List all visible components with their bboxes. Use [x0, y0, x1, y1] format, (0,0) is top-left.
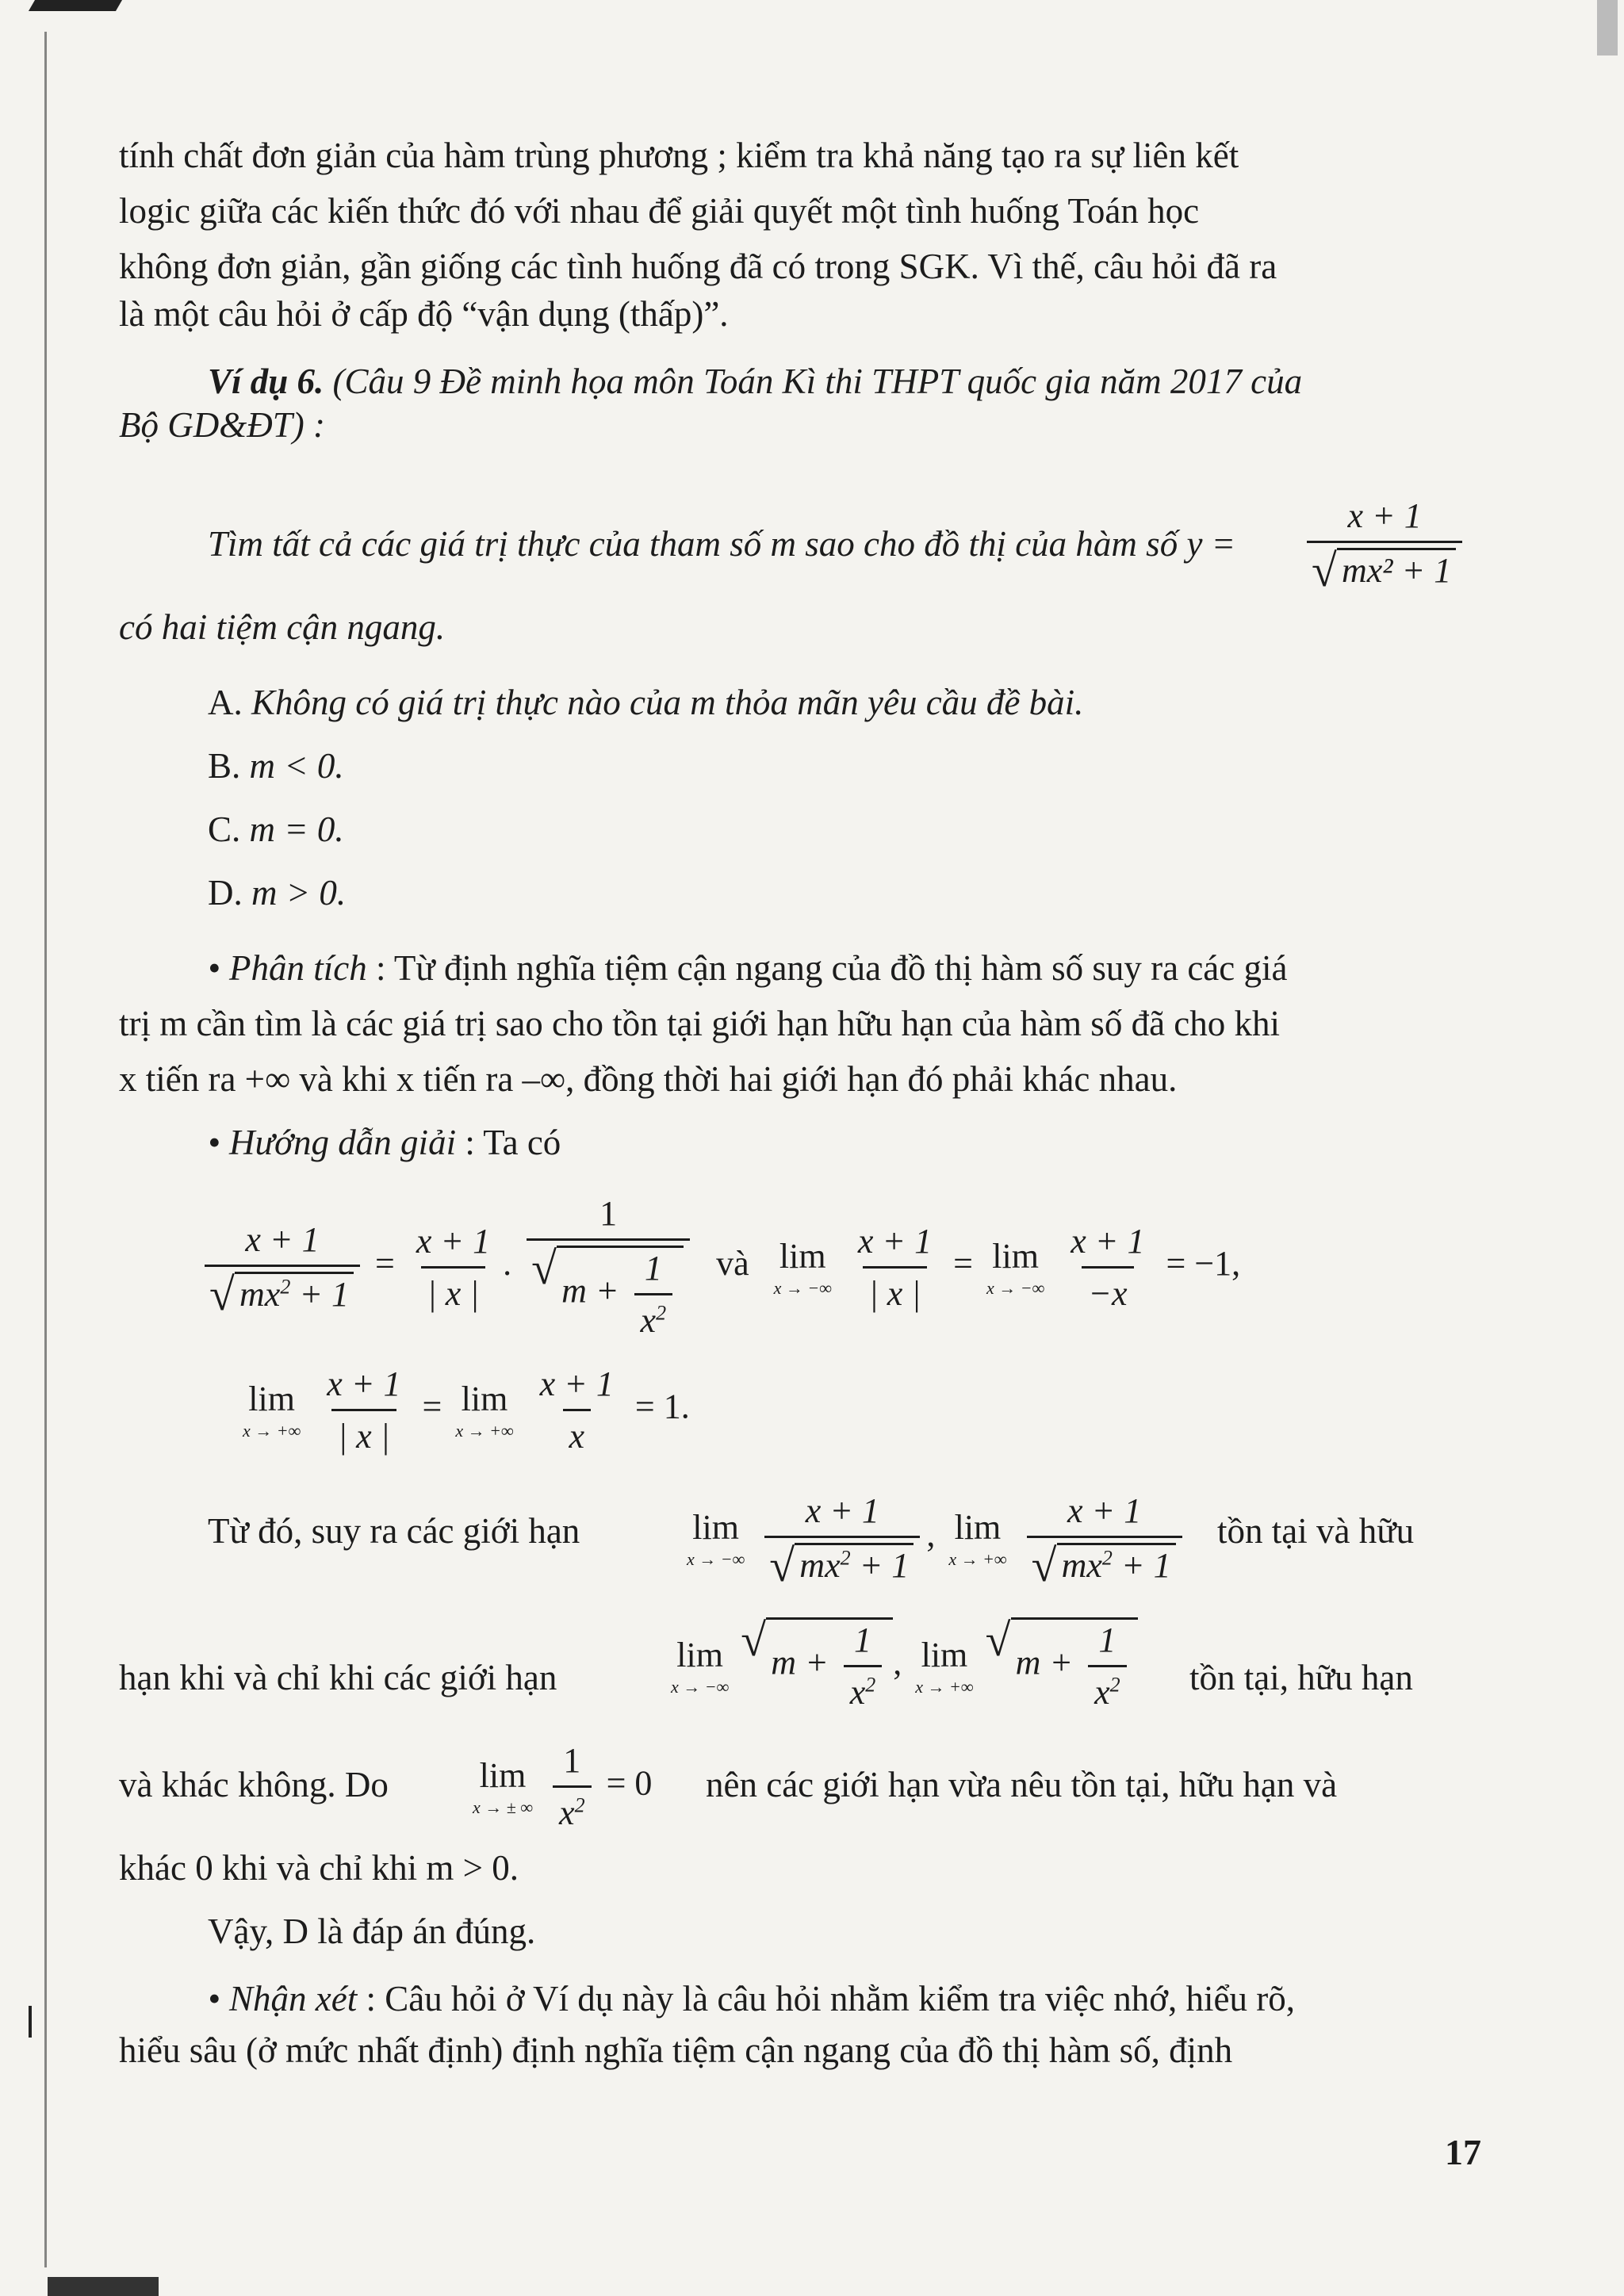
remark-line-1 [208, 1978, 1295, 2019]
analysis-line-2: trị m cần tìm là các giá trị sao cho tồn tại giới hạn hữu hạn của hàm số đã cho khi [119, 1004, 1281, 1043]
example-source-2: Bộ GD&ĐT) : [119, 405, 325, 445]
math-numerator: x + 1 [805, 1491, 879, 1530]
text-exists-2: tồn tại, hữu hạn [1189, 1658, 1413, 1697]
lim-label: lim [954, 1507, 1002, 1547]
lim-label: lim [248, 1380, 295, 1418]
math-numerator: x + 1 [416, 1221, 491, 1261]
option-b [208, 745, 344, 786]
text-from: Từ đó, suy ra các giới hạn [208, 1511, 580, 1551]
scan-shadow-bottom-left [48, 2277, 159, 2296]
option-letter: B. [208, 746, 241, 786]
lim-label: lim [461, 1380, 508, 1418]
math-neg-x: −x [1082, 1266, 1133, 1314]
lim-label: lim [921, 1636, 968, 1674]
math-x: x [563, 1409, 592, 1456]
scan-mark [29, 2006, 32, 2038]
intro-line-1: tính chất đơn giản của hàm trùng phương ; kiểm tra khả năng tạo ra sự liên kết [119, 136, 1239, 175]
text-nen: nên các giới hạn vừa nêu tồn tại, hữu hạn và [706, 1765, 1338, 1804]
conclusion: Vậy, D là đáp án đúng. [208, 1911, 536, 1951]
question-denominator: √ mx² + 1 [1337, 548, 1456, 591]
question-text-2: có hai tiệm cận ngang. [119, 607, 446, 647]
lim-sub: x → −∞ [986, 1277, 1045, 1298]
lim-label: lim [992, 1236, 1039, 1276]
lim-sub: x → +∞ [915, 1677, 974, 1697]
math-numerator: x + 1 [857, 1221, 933, 1261]
guide-label: • Hướng dẫn giải [208, 1123, 457, 1162]
scan-shadow-top-left [29, 0, 122, 11]
text-khac0: khác 0 khi và chỉ khi m > 0. [119, 1848, 519, 1888]
math-numerator: x + 1 [1071, 1221, 1145, 1261]
analysis-label: • Phân tích [208, 948, 367, 988]
lim-label: lim [479, 1756, 527, 1795]
option-letter: D. [208, 873, 243, 913]
formula-line-5: lim x → ± ∞ $\frac{1}{x^2}$ = 0 [473, 1741, 653, 1832]
lim-sub: x → +∞ [948, 1548, 1007, 1569]
lim-sub: x → −∞ [773, 1277, 832, 1298]
math-va: và [716, 1244, 749, 1284]
math-abs-x: | x | [863, 1266, 928, 1314]
option-text: Không có giá trị thực nào của m thỏa mãn yêu cầu đề bài. [251, 683, 1084, 722]
lim-sub: x → −∞ [687, 1548, 745, 1569]
intro-line-2: logic giữa các kiến thức đó với nhau để giải quyết một tình huống Toán học [119, 191, 1200, 231]
lim-sub: x → −∞ [671, 1677, 730, 1697]
option-c [208, 809, 344, 850]
option-letter: C. [208, 809, 241, 849]
option-a [208, 682, 1083, 723]
option-letter: A. [208, 683, 243, 722]
remark-text: : Câu hỏi ở Ví dụ này là câu hỏi nhằm kiểm tra việc nhớ, hiểu rõ, [366, 1979, 1295, 2019]
math-result: = 0 [606, 1763, 653, 1803]
question-numerator: x + 1 [1347, 496, 1422, 535]
math-numerator: x + 1 [1067, 1491, 1142, 1530]
remark-line-2: hiểu sâu (ở mức nhất định) định nghĩa tiệm cận ngang của đồ thị hàm số, định [119, 2030, 1233, 2070]
lim-sub: x → ± ∞ [473, 1797, 534, 1817]
page-binding-edge [44, 32, 47, 2267]
intro-line-4: là một câu hỏi ở cấp độ “vận dụng (thấp)”. [119, 294, 729, 334]
math-abs-x: | x | [331, 1409, 396, 1456]
math-numerator: x + 1 [539, 1364, 614, 1403]
option-text: m = 0. [249, 809, 344, 849]
question-fraction [1300, 496, 1469, 591]
guide-text: : Ta có [465, 1123, 561, 1162]
math-numerator: x + 1 [327, 1364, 401, 1403]
question-text: Tìm tất cả các giá trị thực của tham số m sao cho đồ thị của hàm số y = [208, 524, 1236, 564]
remark-label: • Nhận xét [208, 1979, 358, 2019]
math-numerator: x + 1 [245, 1220, 320, 1259]
text-han: hạn khi và chỉ khi các giới hạn [119, 1658, 557, 1697]
lim-label: lim [692, 1507, 739, 1547]
example-heading [208, 361, 1302, 402]
text-va-khac: và khác không. Do [119, 1765, 389, 1804]
scan-shadow-top-right [1597, 0, 1618, 55]
analysis-line-1 [208, 947, 1287, 989]
analysis-line-3: x tiến ra +∞ và khi x tiến ra –∞, đồng thời hai giới hạn đó phải khác nhau. [119, 1059, 1178, 1099]
option-d [208, 872, 346, 913]
lim-sub: x → +∞ [243, 1421, 301, 1441]
formula-line-3: lim x → −∞ x + 1 √ $mx^2 + 1$ , lim x → +∞ x + 1 √ $mx^2 + 1$ [682, 1490, 1189, 1586]
lim-label: lim [676, 1636, 723, 1674]
page-number: 17 [1445, 2132, 1481, 2172]
lim-label: lim [779, 1236, 826, 1276]
formula-line-1: x + 1 √ $mx^2 + 1$ = $\frac{x + 1}{| x |}$ . 1 √ m + $\frac{1}{x^2}$ và lim x → −∞ $\frac{x + 1}{| x |}$ = lim x → −∞ $\frac{x + 1}{-x}$ = −1, [198, 1193, 1240, 1341]
formula-line-4: lim x → −∞ √ m + $\frac{1}{x^2}$ , lim x → +∞ √ m + $\frac{1}{x^2}$ [666, 1617, 1138, 1712]
option-text: m < 0. [249, 746, 344, 786]
formula-line-2: lim x → +∞ $\frac{x + 1}{| x |}$ = lim x → +∞ $\frac{x + 1}{x}$ = 1. [243, 1364, 690, 1456]
math-one: 1 [563, 1741, 581, 1780]
example-source-1: (Câu 9 Đề minh họa môn Toán Kì thi THPT quốc gia năm 2017 của [332, 362, 1303, 401]
example-label: Ví dụ 6. [208, 362, 324, 401]
guide-heading [208, 1122, 561, 1163]
option-text: m > 0. [251, 873, 347, 913]
analysis-text: : Từ định nghĩa tiệm cận ngang của đồ thị hàm số suy ra các giá [375, 948, 1288, 988]
math-one: 1 [599, 1194, 618, 1233]
math-result: = 1. [634, 1387, 690, 1426]
lim-sub: x → +∞ [455, 1421, 514, 1441]
math-abs-x: | x | [421, 1266, 486, 1314]
text-exists: tồn tại và hữu [1217, 1511, 1415, 1551]
math-result: = −1, [1166, 1244, 1241, 1284]
intro-line-3: không đơn giản, gần giống các tình huống đã có trong SGK. Vì thế, câu hỏi đã ra [119, 247, 1277, 286]
